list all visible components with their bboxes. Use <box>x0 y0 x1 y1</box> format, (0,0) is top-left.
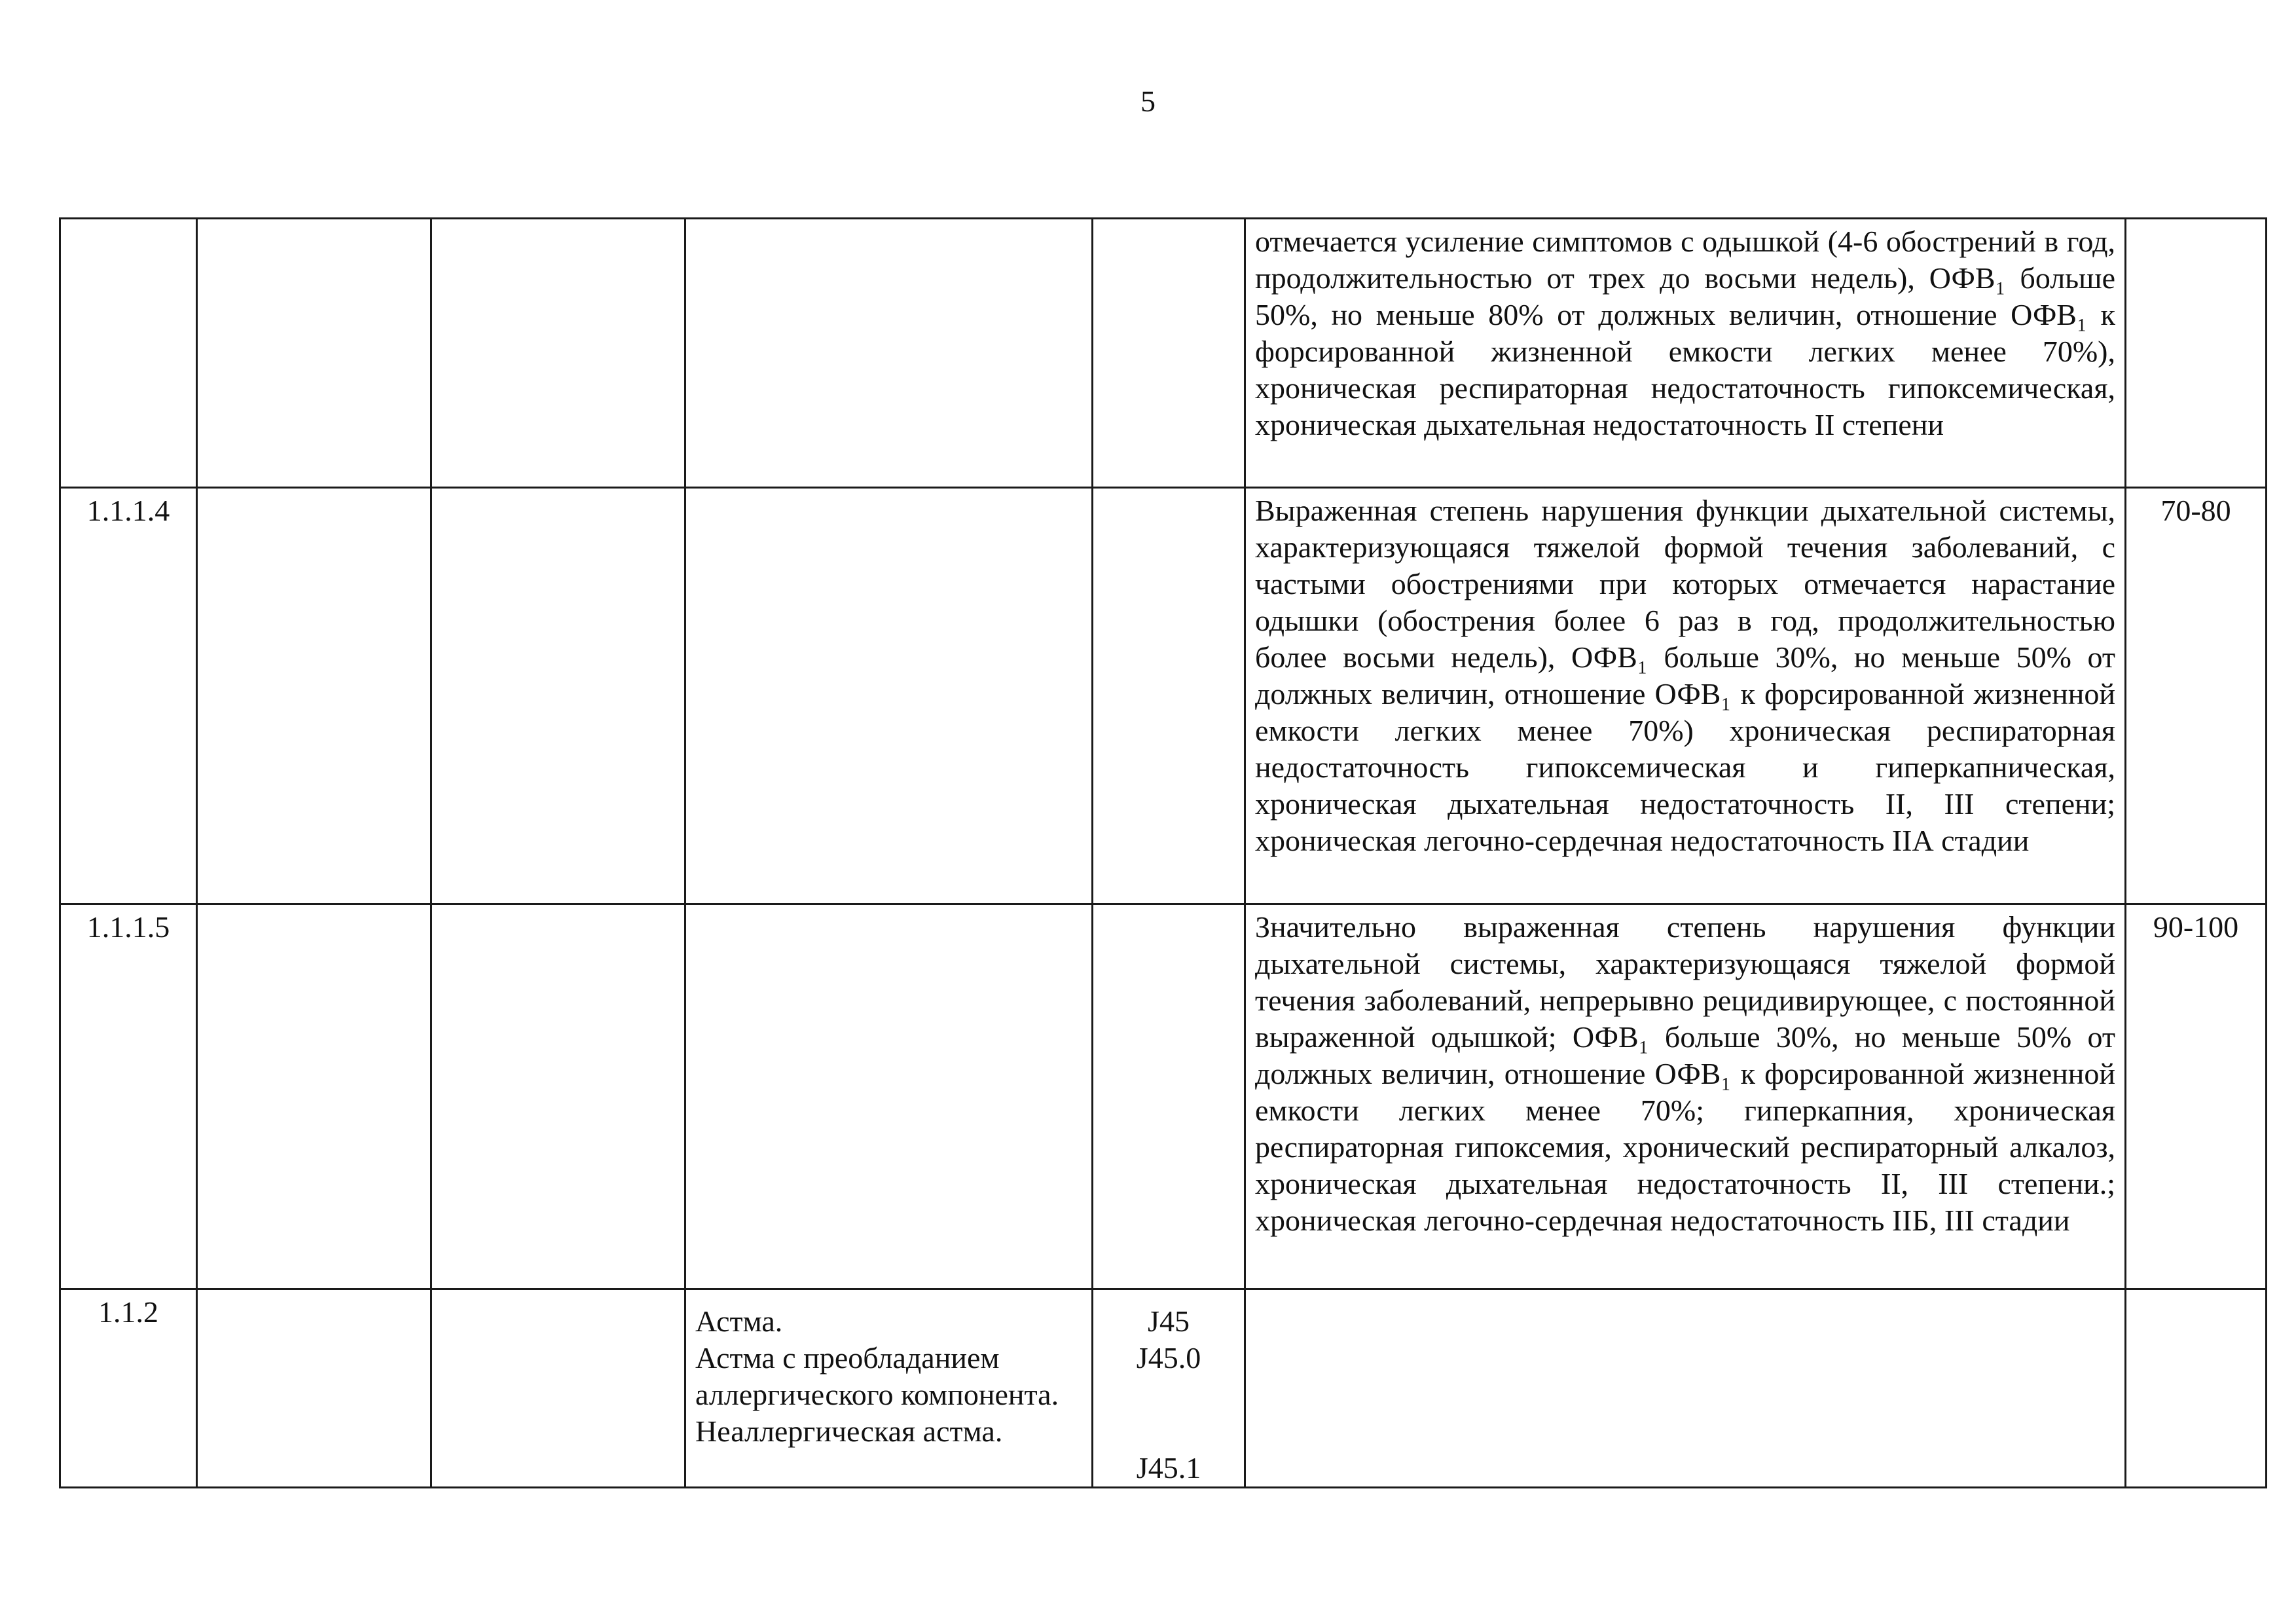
spacer <box>1102 1376 1235 1413</box>
row-rate: 90-100 <box>2126 904 2267 1289</box>
nosology-allergic-asthma: Астма с преобладанием аллергического компонента. <box>695 1341 1059 1411</box>
row-rate <box>2126 219 2267 488</box>
empty-cell <box>197 1289 431 1488</box>
icd-code: J45 <box>1148 1304 1190 1338</box>
table-row <box>60 1289 2267 1488</box>
empty-cell <box>197 488 431 904</box>
empty-cell <box>1245 1289 2126 1488</box>
table-row <box>60 904 2267 1289</box>
row-description: отмечается усиление симптомов с одышкой (4-6 обострений в год, продолжительностью от трех до восьми недель), ОФВ₁ больше 50%, но меньше 80% от должных величин, отношение ОФВ₁ к форсированной жизненной емкости легких менее 70%), хроническая респираторная недостаточность гипоксемическая, хроническая дыхательная недостаточность II степени <box>1245 219 2126 488</box>
page-number: 5 <box>1140 84 1156 118</box>
empty-cell <box>1093 904 1245 1289</box>
table-row <box>60 219 2267 488</box>
empty-cell <box>197 219 431 488</box>
empty-cell <box>431 904 685 1289</box>
empty-cell <box>197 904 431 1289</box>
nosology-nonallergic-asthma: Неаллергическая астма. <box>695 1414 1003 1448</box>
row-code <box>60 219 197 488</box>
empty-cell <box>685 904 1093 1289</box>
empty-cell <box>431 219 685 488</box>
empty-cell <box>1093 219 1245 488</box>
nosology-cell <box>685 1289 1093 1488</box>
spacer <box>1102 1413 1235 1450</box>
row-code: 1.1.2 <box>60 1289 197 1488</box>
empty-cell <box>685 219 1093 488</box>
row-code: 1.1.1.5 <box>60 904 197 1289</box>
empty-cell <box>431 488 685 904</box>
empty-cell <box>2126 1289 2267 1488</box>
empty-cell <box>685 488 1093 904</box>
nosology-asthma: Астма. <box>695 1304 783 1338</box>
icd-code: J45.0 <box>1136 1341 1201 1375</box>
empty-cell <box>1093 488 1245 904</box>
disability-criteria-table <box>59 217 2267 1488</box>
icd-code: J45.1 <box>1136 1451 1201 1485</box>
row-code: 1.1.1.4 <box>60 488 197 904</box>
row-description: Выраженная степень нарушения функции дыхательной системы, характеризующаяся тяжелой формой течения заболеваний, с частыми обострениями при которых отмечается нарастание одышки (обострения более 6 раз в год, продолжительностью более восьми недель), ОФВ₁ больше 30%, но меньше 50% от должных величин, отношение ОФВ₁ к форсированной жизненной емкости легких менее 70%) хроническая респираторная недостаточность гипоксемическая и гиперкапническая, хроническая дыхательная недостаточность II, III степени; хроническая легочно-сердечная недостаточность IIА стадии <box>1245 488 2126 904</box>
row-description: Значительно выраженная степень нарушения функции дыхательной системы, характеризующаяся тяжелой формой течения заболеваний, непрерывно рецидивирующее, с постоянной выраженной одышкой; ОФВ₁ больше 30%, но меньше 50% от должных величин, отношение ОФВ₁ к форсированной жизненной емкости легких менее 70%; гиперкапния, хроническая респираторная гипоксемия, хронический респираторный алкалоз, хроническая дыхательная недостаточность II, III степени.; хроническая легочно-сердечная недостаточность IIБ, III стадии <box>1245 904 2126 1289</box>
icd-cell <box>1093 1289 1245 1488</box>
row-rate: 70-80 <box>2126 488 2267 904</box>
empty-cell <box>431 1289 685 1488</box>
table-row <box>60 488 2267 904</box>
